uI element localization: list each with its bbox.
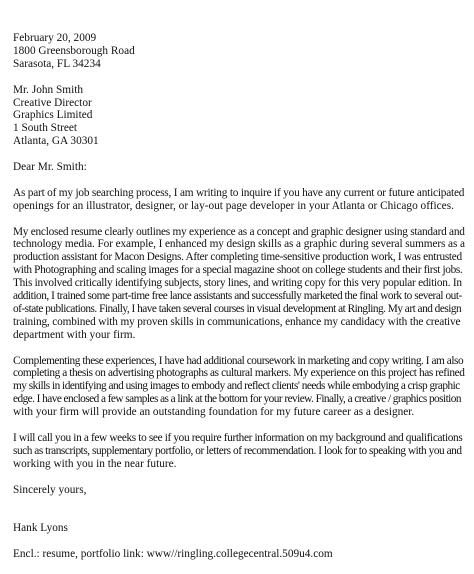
paragraph-line: with Photographing and scaling images for a special magazine shoot on college students and their first jobs. (13, 264, 463, 277)
recipient-city: Atlanta, GA 30301 (13, 135, 99, 148)
letter-date: February 20, 2009 (13, 32, 97, 44)
paragraph-line: edge. I have enclosed a few samples as a link at the bottom for your review. Finally, a creative / graphics position (13, 393, 461, 406)
enclosure (13, 548, 465, 561)
paragraph-line: This involved critically identifying subjects, story lines, and writing copy for this very popular edition. In (13, 277, 462, 290)
closing (13, 484, 465, 497)
salutation-text: Dear Mr. Smith: (13, 161, 87, 174)
paragraph-coursework (13, 355, 465, 420)
sender-city: Sarasota, FL 34234 (13, 57, 101, 70)
enclosure-text: Encl.: resume, portfolio link: www//ringling.collegecentral.509u4.com (13, 548, 333, 561)
paragraph-line: production assistant for Macon Designs. After completing time-sensitive production work, I was entrusted (13, 251, 462, 264)
paragraph-line: with your firm will provide an outstanding foundation for my future career as a designer. (13, 406, 415, 419)
letter-page (13, 32, 465, 561)
recipient-address (13, 84, 465, 149)
paragraph-line: addition, I trained some part-time free lance assistants and successfully marketed the final work to several out- (13, 290, 462, 303)
sender-address (13, 32, 465, 71)
paragraph-line: As part of my job searching process, I am writing to inquire if you have any current or future anticipated (13, 186, 465, 199)
paragraph-line: I will call you in a few weeks to see if you require further information on my background and qualifications (13, 432, 463, 444)
paragraph-line: openings for an illustrator, designer, or lay-out page developer in your Atlanta or Chicago offices. (13, 199, 454, 212)
closing-text: Sincerely yours, (13, 483, 87, 496)
sender-street: 1800 Greensborough Road (13, 44, 135, 57)
paragraph-line: my skills in identifying and using images to embody and reflect clients' needs while embodying a crisp graphic (13, 380, 460, 393)
paragraph-followup (13, 432, 465, 471)
paragraph-intro (13, 187, 465, 213)
recipient-name: Mr. John Smith (13, 83, 83, 96)
paragraph-experience (13, 226, 465, 342)
paragraph-line: department with your firm. (13, 328, 136, 341)
paragraph-line: technology media. For example, I enhanced my design skills as a graphic during several summers as a (13, 238, 465, 251)
recipient-company: Graphics Limited (13, 109, 93, 122)
paragraph-line: Complementing these experiences, I have had additional coursework in marketing and copy writing. I am also (13, 354, 464, 367)
salutation (13, 161, 465, 174)
paragraph-line: training, combined with my proven skills in communications, enhance my candidacy with the creative (13, 315, 461, 328)
paragraph-line: completing a thesis on advertising photographs as cultural markers. My experience on this project has refined (13, 367, 465, 380)
paragraph-line: My enclosed resume clearly outlines my experience as a concept and graphic designer using standard and (13, 225, 465, 238)
paragraph-line: working with you in the near future. (13, 457, 177, 470)
paragraph-line: of-state publications. Finally, I have taken several courses in visual development at Ringling. My art and design (13, 302, 462, 315)
paragraph-line: such as transcripts, supplementary portfolio, or letters of recommendation. I look for to speaking with you and (13, 444, 462, 457)
signature-name: Hank Lyons (13, 522, 68, 535)
recipient-title: Creative Director (13, 96, 92, 109)
signature (13, 522, 465, 535)
recipient-street: 1 South Street (13, 122, 78, 135)
